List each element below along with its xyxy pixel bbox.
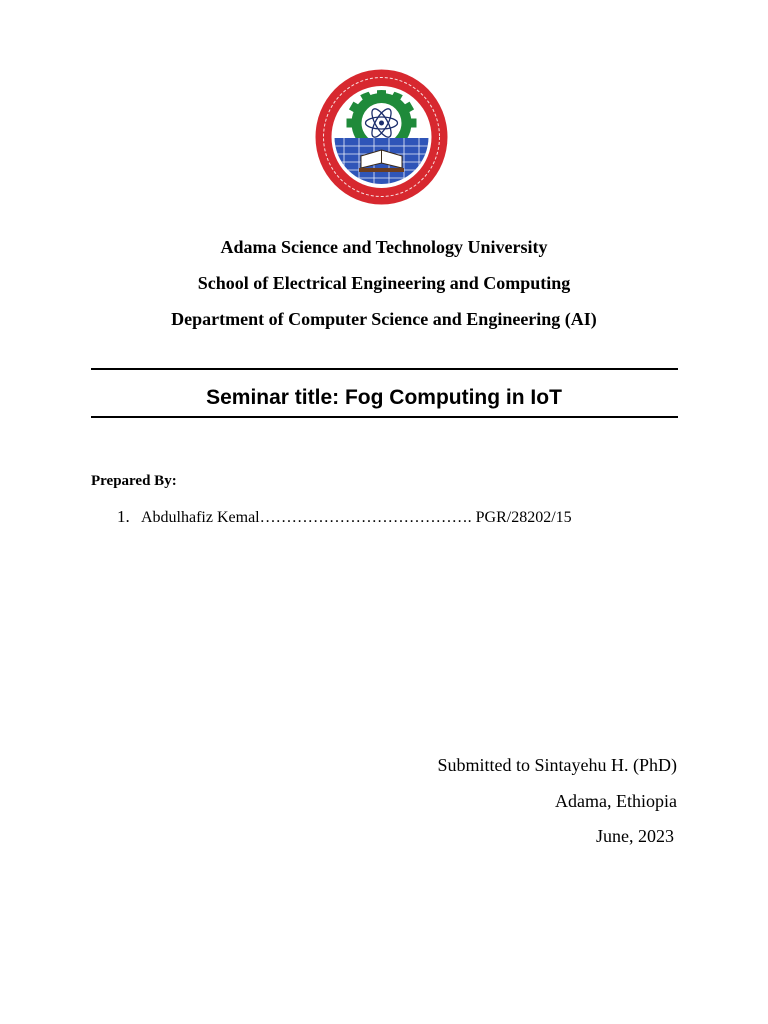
department-name: Department of Computer Science and Engineering (AI): [171, 309, 597, 329]
submitted-to: Submitted to Sintayehu H. (PhD): [437, 755, 677, 775]
seal-graphic: [314, 68, 449, 206]
author-number: 1.: [117, 507, 130, 526]
submission-place: Adama, Ethiopia: [555, 791, 677, 811]
university-seal-logo: [314, 68, 449, 206]
submission-date: June, 2023: [596, 826, 674, 846]
university-name: Adama Science and Technology University: [220, 237, 548, 257]
title-bottom-rule: [91, 416, 678, 418]
author-entry: Abdulhafiz Kemal…………………………………. PGR/28202/15: [141, 509, 572, 526]
prepared-by-label: Prepared By:: [91, 473, 177, 489]
school-name: School of Electrical Engineering and Computing: [197, 273, 571, 293]
author-list-item: [117, 507, 572, 527]
title-top-rule: [91, 368, 678, 370]
seminar-title: Seminar title: Fog Computing in IoT: [206, 386, 562, 409]
